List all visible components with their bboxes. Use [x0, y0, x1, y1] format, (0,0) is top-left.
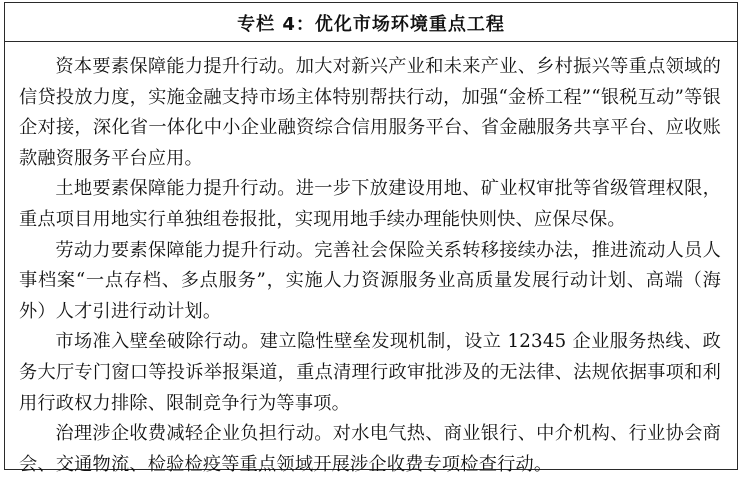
paragraph-labor: 劳动力要素保障能力提升行动。完善社会保险关系转移接续办法，推进流动人员人事档案“一点存档、多点服务”，实施人力资源服务业高质量发展行动计划、高端（海外）人才引进行动计划。	[19, 239, 721, 322]
paragraph-market-access: 市场准入壁垒破除行动。建立隐性壁垒发现机制，设立 12345 企业服务热线、政务大厅专门窗口等投诉举报渠道，重点清理行政审批涉及的无法律、法规依据事项和利用行政权力排除、限制竞争行为等事项。	[19, 331, 721, 414]
feature-panel	[4, 2, 738, 475]
panel-title: 专栏 4：优化市场环境重点工程	[237, 14, 505, 35]
paragraph-capital: 资本要素保障能力提升行动。加大对新兴产业和未来产业、乡村振兴等重点领域的信贷投放力度，实施金融支持市场主体特别帮扶行动，加强“金桥工程”“银税互动”等银企对接，深化省一体化中小企业融资综合信用服务平台、省金融服务共享平台、应收账款融资服务平台应用。	[19, 56, 721, 169]
paragraph-land: 土地要素保障能力提升行动。进一步下放建设用地、矿业权审批等省级管理权限，重点项目用地实行单独组卷报批，实现用地手续办理能快则快、应保尽保。	[19, 178, 721, 230]
paragraph-fees: 治理涉企收费减轻企业负担行动。对水电气热、商业银行、中介机构、行业协会商会、交通物流、检验检疫等重点领域开展涉企收费专项检查行动。	[19, 423, 721, 475]
panel-header	[5, 3, 737, 42]
panel-body	[5, 42, 737, 480]
